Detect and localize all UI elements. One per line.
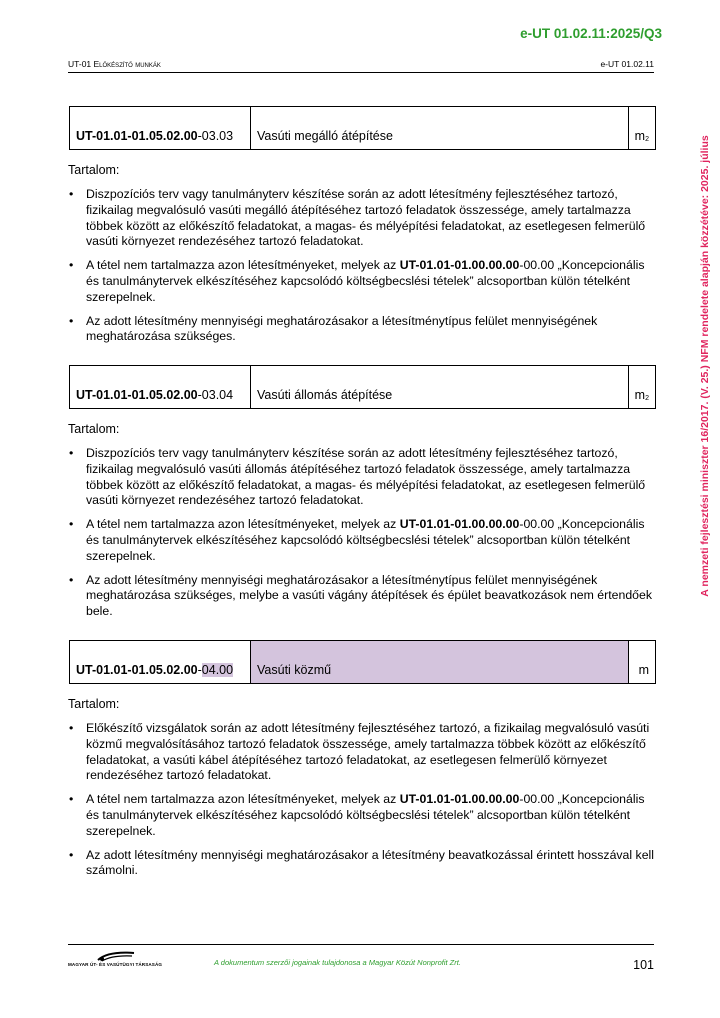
content-list: [68, 187, 656, 345]
content-label: Tartalom:: [68, 422, 120, 436]
list-item: • A tétel nem tartalmazza azon létesítményeket, melyek az UT-01.01-01.00.00.00-00.00 „Koncepcionális és tanulmánytervek elkészítéséhez kapcsolódó költségbecslési tételek” alcsoportban külön tételként szerepelnek.: [68, 258, 656, 305]
footer-divider: [68, 944, 654, 945]
list-item: • Az adott létesítmény mennyiségi meghatározásakor a létesítmény beavatkozással érintett hosszával kell számolni.: [68, 848, 656, 880]
item-header: [69, 106, 656, 150]
content-list: [68, 721, 656, 879]
item-name: Vasúti állomás átépítése: [251, 366, 629, 408]
logo-text: MAGYAR ÚT- ÉS VASÚTÜGYI TÁRSASÁG: [68, 962, 163, 967]
item-unit: m $_2$: [634, 388, 649, 402]
item-name: Vasúti közmű: [251, 641, 629, 683]
item-unit: m: [638, 663, 649, 677]
running-header-left: UT-01 Előkészítő munkák: [68, 59, 161, 69]
list-item: • A tétel nem tartalmazza azon létesítményeket, melyek az UT-01.01-01.00.00.00-00.00 „Koncepcionális és tanulmánytervek elkészítéséhez kapcsolódó költségbecslési tételek” alcsoportban külön tételként szerepelnek.: [68, 792, 656, 839]
side-note-text: A nemzeti fejlesztési miniszter 16/2017. (V. 25.) NFM rendelete alapján közzétéve: 2025. július: [699, 135, 711, 597]
item-03-03: [68, 106, 656, 353]
item-code-suffix: -03.04: [197, 388, 234, 402]
item-04-00: [68, 640, 656, 887]
list-item: • Az adott létesítmény mennyiségi meghatározásakor a létesítménytípus felület mennyiségének meghatározása szükséges.: [68, 314, 656, 346]
list-item: • Diszpozíciós terv vagy tanulmányterv készítése során az adott létesítmény fejlesztéséhez tartozó, fizikailag megvalósuló vasúti megálló átépítéséhez tartozó feladatok összessége, amely tartalmazza többek között az előkészítő feladatokat, a magas- és mélyépítési feladatokat, az esetlegesen felmerülő vasúti környezet rendezéséhez tartozó feladatokat.: [68, 187, 656, 250]
list-item: • Az adott létesítmény mennyiségi meghatározásakor a létesítménytípus felület mennyiségének meghatározása szükséges, melybe a vasúti vágány átépítések és épület beavatkozások nem értendőek bele.: [68, 573, 656, 620]
item-code: [70, 366, 251, 408]
item-code-main: UT-01.01-01.05.02.00: [76, 663, 198, 677]
society-logo: [68, 950, 168, 970]
item-03-04: [68, 365, 656, 628]
footer-copyright: A dokumentum szerzői jogainak tulajdonosa a Magyar Közút Nonprofit Zrt.: [214, 958, 461, 967]
item-name: Vasúti megálló átépítése: [251, 107, 629, 149]
item-unit: m $_2$: [634, 129, 649, 143]
item-header: [69, 640, 656, 684]
document-code: e-UT 01.02.11:2025/Q3: [520, 26, 662, 41]
page-number: 101: [633, 958, 654, 972]
content-list: [68, 446, 656, 620]
item-code-suffix: -03.03: [197, 129, 234, 143]
item-code-main: UT-01.01-01.05.02.00: [76, 388, 198, 402]
logo-mark-icon: [96, 950, 136, 962]
side-note: [696, 96, 714, 636]
content-label: Tartalom:: [68, 163, 120, 177]
list-item: • A tétel nem tartalmazza azon létesítményeket, melyek az UT-01.01-01.00.00.00-00.00 „Koncepcionális és tanulmánytervek elkészítéséhez kapcsolódó költségbecslési tételek” alcsoportban külön tételként szerepelnek.: [68, 517, 656, 564]
item-code-main: UT-01.01-01.05.02.00: [76, 129, 198, 143]
running-header-right: e-UT 01.02.11: [600, 59, 654, 69]
item-code: UT-01.01-01.05.02.00 - 04.00: [70, 641, 251, 683]
item-code-suffix-highlight: 04.00: [201, 663, 234, 677]
running-header: [68, 59, 654, 73]
list-item: • Előkészítő vizsgálatok során az adott létesítmény fejlesztéséhez tartozó, a fizikailag megvalósuló vasúti közmű megvalósításához tartozó feladatok összessége, amely tartalmazza többek között az előkészítő feladatokat, a vasúti kábel átépítéséhez tartozó feladatokat, az esetlegesen felmerülő környezet rendezéséhez tartozó feladatokat.: [68, 721, 656, 784]
item-code: [70, 107, 251, 149]
item-header: [69, 365, 656, 409]
list-item: • Diszpozíciós terv vagy tanulmányterv készítése során az adott létesítmény fejlesztéséhez tartozó, fizikailag megvalósuló vasúti állomás átépítéséhez tartozó feladatok összessége, amely tartalmazza többek között az előkészítő feladatokat, a magas- és mélyépítési feladatokat, az esetlegesen felmerülő vasúti környezet rendezéséhez tartozó feladatokat.: [68, 446, 656, 509]
content-label: Tartalom:: [68, 697, 120, 711]
